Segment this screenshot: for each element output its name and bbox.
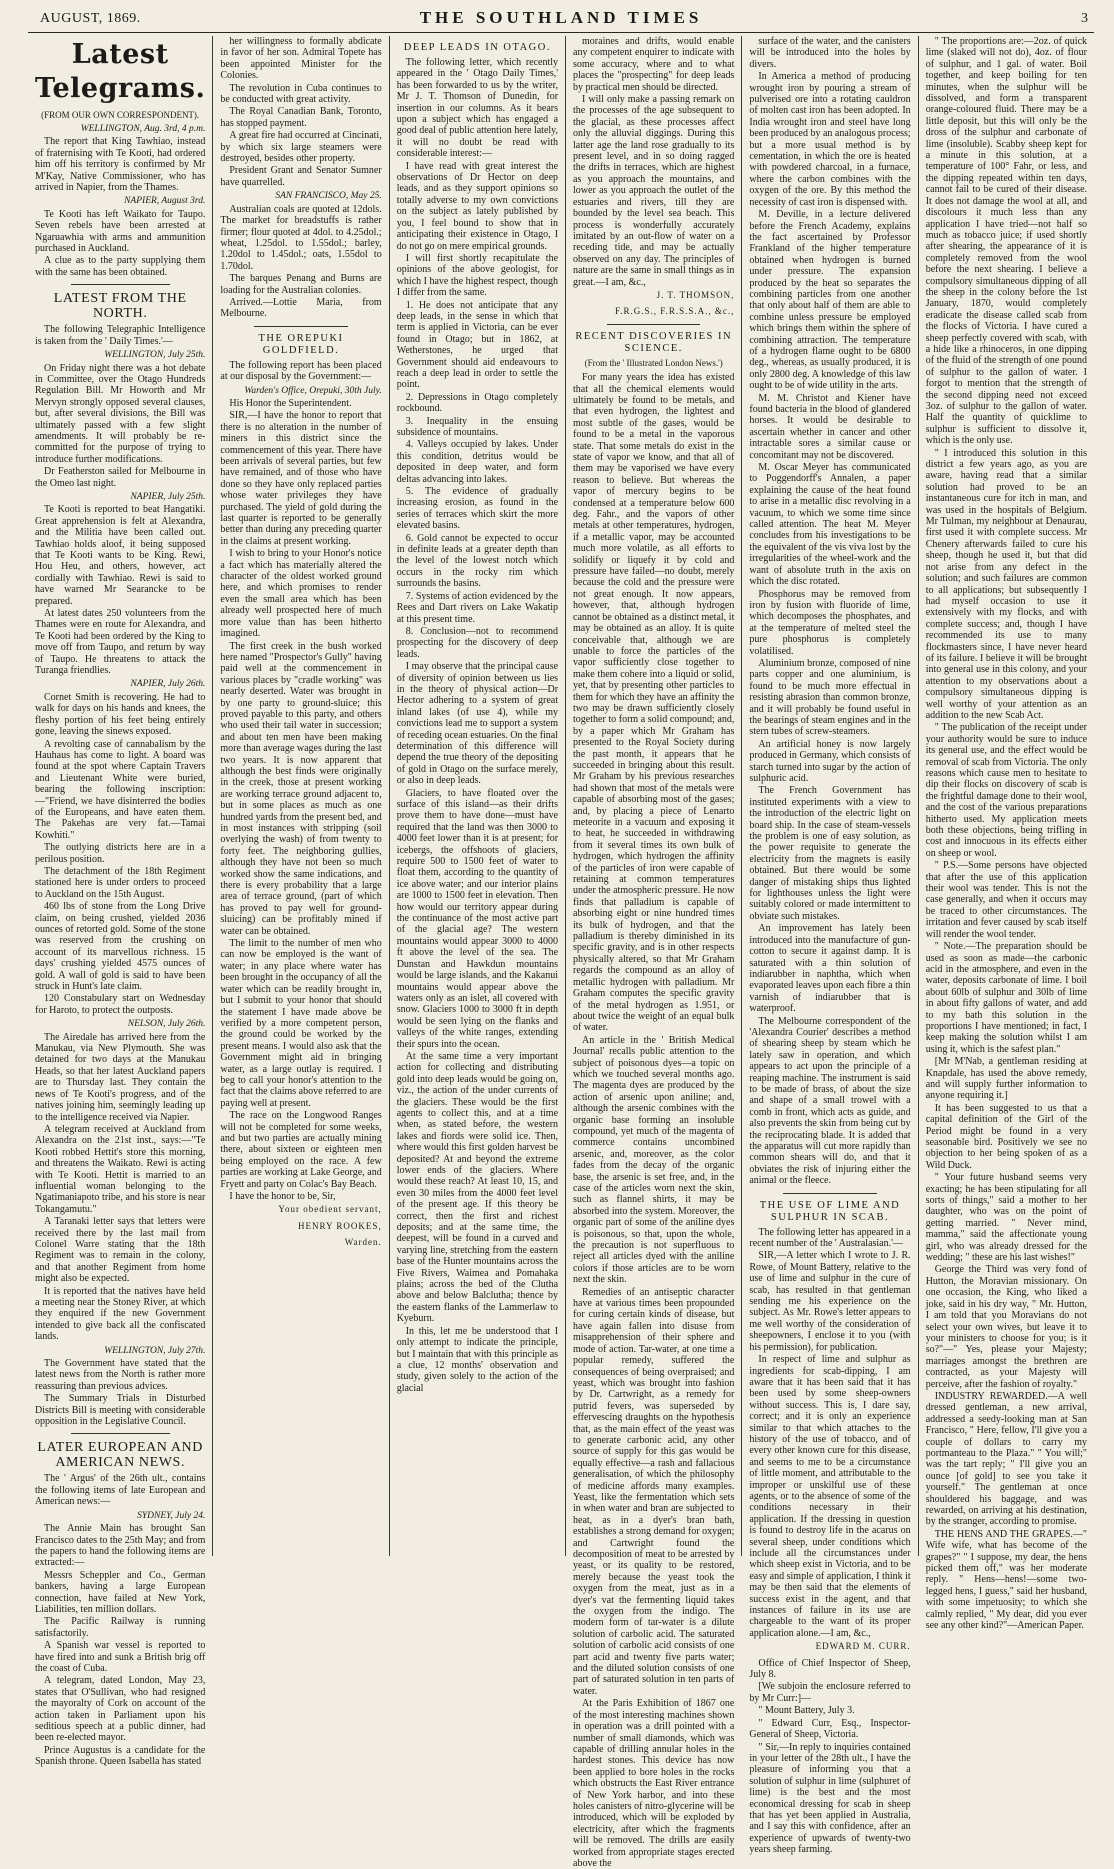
dateline: NELSON, July 26th.: [127, 1019, 206, 1030]
column-1: [28, 36, 213, 1768]
paragraph: I will only make a passing remark on the processes of the age subsequent to the glacial, as these processes affect only the alluvial diggings. During this latter age the land rose gradually to its present level, and in so doing ragged the drifts in terraces, which are highest as you approach the mountains, and lower as you approach the outlet of the estuaries and rivers, till they are bounded by the level sea beach. This process is wonderfully accurately imitated by an out-flow of water on a receding tide, and may be actually observed on any day. The principles of nature are the same in small things as in great.—I am, &c.,: [573, 94, 735, 288]
paragraph: 1. He does not anticipate that any deep leads, in the sense in which that term is applied in Victoria, can be ever found in Otago; but in 1862, at Wetherstones, he urged that Government should aid endeavours to reach a deep lead in order to settle the point.: [396, 299, 559, 391]
paragraph: The detachment of the 18th Regiment stationed here is under orders to proceed to Auckland on the 15th August.: [35, 865, 206, 900]
salutation: His Honor the Superintendent.: [229, 397, 352, 409]
dateline: SAN FRANCISCO, May 25.: [275, 191, 382, 202]
paragraph: Messrs Scheppler and Co., German bankers, having a large European connection, have failed at New York, Liabilities, ten million dollars.: [35, 1569, 206, 1615]
paragraph: The following letter has appeared in a recent number of the ' Australasian.'—: [749, 1226, 911, 1250]
paragraph: The French Government has instituted experiments with a view to the introduction of the electric light on board ship. In the case of steam-vessels the problem is one of easy solution, as the power requisite to generate the electricity from the magnets is easily obtained. But there would be some danger of mistaking ships thus lighted for lighthouses unless the light were suitably colored or made intermittent to obviate such mistakes.: [749, 785, 911, 922]
paragraph: At the Paris Exhibition of 1867 one of the most interesting machines shown in operation was a drill pointed with a number of small diamonds, which was capable of drilling annular holes in the hardest stones. This device has now been applied to bore holes in the rocks which obstructs the East River entrance of New York harbor, and into these holes canisters of nitro-glycerine will be introduced, which will be exploded by electricity, after which the fragments will be removed. The drills are easily worked from appropriate stages erected above the: [573, 1698, 735, 1869]
office-line: Office of Chief Inspector of Sheep, July 8.: [749, 1657, 911, 1681]
paragraph: The Summary Trials in Disturbed Districts Bill is meeting with considerable opposition in the Legislative Council.: [35, 1393, 206, 1428]
section-heading-deep-leads: DEEP LEADS IN OTAGO.: [403, 42, 551, 53]
paragraph: 460 lbs of stone from the Long Drive claim, on being crushed, yielded 2036 ounces of retorted gold. Some of the stone was reserved from the crushing on account of its marvellous richness. 15 days' crushing yielded 4575 ounces of gold. A wall of gold is said to have been struck in Hunt's late claim.: [35, 901, 206, 993]
paragraph: The first creek in the bush worked here named "Prospector's Gully" having paid well at the commencement in various places by "cradle working" was nearly deserted. Water was brought in by one party to ground-sluice; this proved payable to this party, and others who used their tail water in succession; and about ten men have been making more than average wages during the last two years. It is now apparent that although the best finds were originally in the creek, those at present working are working terrace ground adjacent to, but in some places as much as one hundred yards from the present bed, and in most instances with stripping (soil overlying the wash) of from twenty to forty feet. The neighboring gullies, although they have not been so much worked show the same indications, and there is every probability that a large area of terrace ground, (part of which has proved to pay well for ground-sluicing) can be profitably mined if water can be obtained.: [220, 640, 382, 937]
paragraph: surface of the water, and the canisters will be introduced into the holes by divers.: [749, 36, 911, 70]
paragraph: " Mount Battery, July 3.: [758, 1705, 855, 1717]
signature: J. T. THOMSON,: [656, 289, 735, 300]
dateline: NAPIER, July 26th.: [130, 679, 206, 690]
paragraph: SIR,—A letter which I wrote to J. R. Rowe, of Mount Battery, relative to the use of lime and sulphur in the cure of scab, has resulted in that gentleman sending me his experience on the subject. As Mr. Rowe's letter appears to me well worthy of the consideration of sheepowners, I enclose it to you (with his permission), for publication.: [749, 1250, 911, 1353]
signature: HENRY ROOKES,: [298, 1220, 382, 1231]
section-heading-european-news: LATER EUROPEAN AND AMERICAN NEWS.: [37, 1440, 203, 1471]
column-2: [213, 36, 389, 1556]
paragraph: I will first shortly recapitulate the opinions of the above geologist, for which I have the highest respect, though I differ from the same.: [396, 252, 559, 299]
paragraph: It has been suggested to us that a capital definition of the Girl of the Period might be found in a very seasonable bird. Positively we see no objection to her being spoken of as a Wild Duck.: [925, 1102, 1088, 1171]
section-divider: [71, 284, 170, 285]
paragraph: The race on the Longwood Ranges will not be completed for some weeks, and but two parties are actually mining there, about sixteen or eighteen men being employed on the race. A few parties are working at Lake George, and Fryett and party on Colac's Bay Beach.: [220, 1110, 382, 1190]
paragraph: President Grant and Senator Sumner have quarrelled.: [220, 165, 382, 188]
paragraph: moraines and drifts, would enable any competent enquirer to indicate with some accuracy, where and to what places the "prospecting" for deep leads by practical men should be directed.: [573, 36, 735, 93]
paragraph: A telegram, dated London, May 23, states that O'Sullivan, who had resigned the mayoralty of Cork on account of the action taken in Parliament upon his seditious speech at a public dinner, had been re-elected mayor.: [35, 1675, 206, 1744]
paragraph: M. M. Christot and Kiener have found bacteria in the blood of glandered horses. It would be desirable to ascertain whether in cancer and other intractable sores a similar cause or concomitant may not be discovered.: [749, 392, 911, 461]
paragraph: George the Third was very fond of Hutton, the Moravian missionary. On one occasion, the King, who liked a joke, said in his dry way, " Mr. Hutton, I am told that you Moravians do not select your own wives, but leave it to your ministers to choose for you; is it so?"—" Yes, please your Majesty; marriages amongst the brethren are contracted, as your Majesty will perceive, after the fashion of royalty.": [925, 1264, 1088, 1390]
paragraph: A Taranaki letter says that letters were received there by the last mail from Colonel Warre stating that the 18th Regiment was to remain in the colony, and that another Regiment from home might also be expected.: [35, 1216, 206, 1285]
paragraph: " Note.—The preparation should be used as soon as made—the carbonic acid in the atmosphere, and even in the water, deposits carbonate of lime. I boil about 60lb of sulphur and 30lb of lime in about fifty gallons of water, and add to my bath this solution in the proportions I have mentioned; in fact, I keep making the solution whilst I am using it, which is the safest plan.": [925, 941, 1088, 1055]
paragraph: On Friday night there was a hot debate in Committee, over the Otago Hundreds Regulation Bill. Mr Howorth and Mr Mervyn strongly opposed several clauses, but, after several divisions, the Bill was ultimately passed with a few slight amendments. It will probably be re-committed for the purpose of trying to introduce further modifications.: [35, 362, 206, 465]
section-heading-latest-telegrams: Latest Telegrams.: [35, 39, 206, 104]
paragraph: A telegram received at Auckland from Alexandra on the 21st inst., says:—"Te Kooti robbed Hettit's store this morning, and threatens the Waikato. Rewi is acting with Te Kooti. Hettit is married to an influential woman belonging to the Ngatimaniapoto tribe, and his store is near Tokangamutu.": [35, 1123, 206, 1215]
paragraph: 5. The evidence of gradually increasing erosion, as found in the series of terraces which skirt the more elevated basins.: [396, 486, 559, 532]
paragraph: Dr Featherston sailed for Melbourne in the Omeo last night.: [35, 466, 206, 489]
paragraph: The ' Argus' of the 26th ult., contains the following items of late European and American news:—: [35, 1473, 206, 1508]
paragraph: In respect of lime and sulphur as ingredients for scab-dipping, I am aware that it has been said that it has been used by some sheep-owners without success. This is, I dare say, correct; and it is only an experience similar to that which attaches to the history of the use of tobacco, and of every other known cure for this disease, and seems to me to be a circumstance of little moment, and attributable to the improper or unskilful use of these agents, or to the absence of some of the conditions necessary in their application. If the dressing in question is found to destroy life in the acarus on several sheep, under conditions which include all the circumstances under which sheep exist in Victoria, and to be easy and simple of application, I think it may be then said that the elements of success exist in the agent, and that instances of failure in its use are chargeable to the want of its proper application alone.—I am, &c.,: [749, 1354, 911, 1639]
paragraph: 120 Constabulary start on Wednesday for Haroto, to protect the outposts.: [35, 993, 206, 1016]
paragraph: 4. Valleys occupied by lakes. Under this condition, detritus would be deposited in deep water, and form deltas advancing into lakes.: [396, 439, 559, 485]
paragraph: Cornet Smith is recovering. He had to walk for days on his hands and knees, the fleshy portion of his feet being entirely gone, leaving the sinews exposed.: [35, 691, 206, 738]
section-heading-orepuki: THE OREPUKI GOLDFIELD.: [258, 332, 344, 356]
section-heading-science: RECENT DISCOVERIES IN SCIENCE.: [575, 330, 733, 354]
page-number: 3: [1081, 11, 1088, 26]
paragraph: An article in the ' British Medical Journal' recalls public attention to the subject of poisonous dyes—a topic on which we touched several months ago. The magenta dyes are produced by the action of arsenic upon aniline; and, although the arsenic combines with the organic base forming an insoluble compound, yet much of the magenta of commerce contains uncombined arsenic, and, moreover, as the color fades from the decay of the organic base, the arsenic is set free, and, in the case of the articles worn next the skin, such as flannel shirts, it may be absorbed into the system. Moreover, the organic part of some of the aniline dyes is poisonous, so that, upon the whole, the precaution is not superfluous to reject all articles dyed with the aniline colors if those articles are to be worn next the skin.: [573, 1034, 735, 1286]
paragraph: The barques Penang and Burns are loading for the Australian colonies.: [220, 273, 382, 296]
columns: [28, 36, 1094, 1869]
paragraph: " The publication of the receipt under your authority would be sure to induce its general use, and the effect would be removal of scab from Victoria. The only reasons which cause men to hesitate to dip their flocks on discovery of scab is the frightful damage done to their wool, and the cost of the various preparations hitherto used. My application meets both these objections, being trifling in cost and innocuous in its effects either on sheep or wool.: [925, 722, 1088, 859]
paragraph: The Government have stated that the latest news from the North is rather more reassuring than previous advices.: [35, 1358, 206, 1392]
paragraph: The Royal Canadian Bank, Toronto, has stopped payment.: [220, 106, 382, 129]
paragraph: " The proportions are:—2oz. of quick lime (slaked will not do), 4oz. of flour of sulphur, and 1 gal. of water. Boil together, and keep boiling for ten minutes, when the sulphur will be dissolved, and form a transparent orange-coloured fluid. There may be a little deposit, but this will only be the dross of the sulphur and carbonate of lime (insoluble). Scabby sheep kept for a minute in this solution, at a temperature of 100° Fahr, or less, and the dipping repeated within ten days, cannot fail to be cured of their disease. It does not damage the wool at all, and discolours it much less than any application I have tried—not half so much as tobacco juice; if used shortly after shearing, the appearance of it is completely removed from the wool before the next shearing. I believe a compulsory simultaneous dipping of all the sheep in the colony before the 1st January, 1870, would completely eradicate the disease called scab from the flocks of Victoria. I have cured a sheep perfectly covered with scab, with a hide like a rhinoceros, in one dipping of the fluid of the strength of one pound of sulphur to the gallon of water. I forgot to mention that the strength of the second dipping need not exceed 3oz. of sulphur to the gallon of water. Half the quantity of quicklime to sulphur is sufficient to dissolve it, which is the only use.: [925, 36, 1088, 447]
paragraph: A revolting case of cannabalism by the Hauhaus has come to light. A board was found at the spot where Captain Travers and Lieutenant White were buried, bearing the following inscription:—"Friend, we have disinterred the bodies of the Europeans, and have eaten them. The Pakehas are very fat.—Tamai Kowhiti.": [35, 738, 206, 841]
paragraph: Aluminium bronze, composed of nine parts copper and one aluminium, is found to be much more effectual in resisting abrasion than common bronze, and it will probably be found useful in the bearings of steam engines and in the stern tubes of screw-steamers.: [749, 657, 911, 738]
dateline: Warden's Office, Orepuki, 30th July.: [244, 385, 382, 396]
paragraph: [Mr M'Nab, a gentleman residing at Knapdale, has used the above remedy, and will supply further information to anyone requiring it.]: [925, 1056, 1088, 1102]
issue-date: AUGUST, 1869.: [40, 11, 141, 26]
paragraph: A Spanish war vessel is reported to have fired into and sunk a British brig off the coast of Cuba.: [35, 1640, 206, 1674]
section-heading-lime-sulphur: THE USE OF LIME AND SULPHUR IN SCAB.: [759, 1199, 901, 1223]
paragraph: In this, let me be understood that I only attempt to indicate the principle, but I maintain that with this principle as a clue, 12 months' observation and study, given solely to the action of the glacial: [396, 1325, 559, 1394]
paragraph: The Annie Main has brought San Francisco dates to the 25th May; and from the papers to hand the following items are extracted:—: [35, 1523, 206, 1569]
paragraph: The following letter, which recently appeared in the ' Otago Daily Times,' has been forwarded to us by the writer, Mr J. T. Thomson of Dunedin, for insertion in our columns. As it bears upon a subject which has engaged a good deal of public attention here lately, it will no doubt be read with considerable interest:—: [396, 57, 559, 160]
paragraph: Phosphorus may be removed from iron by fusion with fluoride of lime, which decomposes the phosphates, and at the temperature of melted steel the pure phosphorus is completely volatilised.: [749, 588, 911, 657]
column-4: [566, 36, 742, 1869]
section-heading-latest-from-north: LATEST FROM THE NORTH.: [53, 291, 187, 322]
paragraph: " P.S.—Some persons have objected that after the use of this application their wool was tender. This is not the case generally, and when it occurs may be traced to other circumstances. The irritation and fever caused by scab itself will render the wool tender.: [925, 860, 1088, 940]
paragraph: INDUSTRY REWARDED.—A well dressed gentleman, a new arrival, addressed a seedy-looking man at San Francisco, " Here, fellow, I'll give you a couple of dollars to carry my portmanteau to the Plaza." " You will;" was the tart reply; " I'll give you an ounce [of gold] to see you take it yourself." The gentleman at once shouldered his baggage, and was rewarded, on arriving at his destination, by the stranger, according to promise.: [925, 1390, 1088, 1528]
paragraph: Remedies of an antiseptic character have at various times been propounded for curing certain kinds of disease, but have again fallen into disuse from misapprehension of their sphere and mode of action. Tar-water, at one time a popular remedy, suffered the consequences of being overpraised; and yeast, which was brought into fashion by Dr. Cartwright, as a remedy for putrid fevers, was superseded by effervescing draughts on the hypothesis that, as the main effect of the yeast was to generate carbonic acid, any other source of supply for this gas would be equally effective—a rash and fallacious generalisation, of which the philosophy of medicine affords many examples. Yeast, like the fermentation which sets in when water and bran are subjected to heat, as in a dyer's bran bath, establishes a strong demand for oxygen; and Cartwright found the decomposition of meat to be arrested by yeast, or its quality to be restored, merely because the yeast took the oxygen from the meat, just as in a dyer's vat the fermenting liquid takes the oxygen from the indigo. The modern form of tar-water is a dilute solution of carbolic acid. The saturated solution of carbolic acid consists of one part acid and twenty five parts water; and the diluted solution consists of one part of saturated solution in ten parts of water.: [573, 1286, 735, 1697]
paragraph: An artificial honey is now largely produced in Germany, which consists of starch turned into sugar by the action of sulphuric acid.: [749, 738, 911, 784]
paragraph: A clue as to the party supplying them with the same has been obtained.: [35, 255, 206, 278]
paragraph: 2. Depressions in Otago completely rockbound.: [396, 391, 559, 415]
paragraph: 8. Conclusion—not to recommend prospecting for the discovery of deep leads.: [396, 625, 559, 660]
paragraph: For many years the idea has existed that all the chemical elements would ultimately be found to be metals, and that even hydrogen, the lightest and most subtle of the gases, would be found to be a metal in the vaporous state. That some metals do exist in the state of vapor we know, and that all of them may be vaporised we have every reason to believe. But whereas the vapor of mercury begins to be condensed at a temperature below 600 deg. Fahr., and the vapors of other metals at other temperatures, hydrogen, if a metallic vapor, may be accounted much more volatile, as all efforts to solidify or liquefy it by cold and pressure have failed—no doubt, merely because the cold and the pressure were not great enough. It now appears, however, that, although hydrogen cannot be obtained as a distinct metal, it may be obtained as an alloy. It is quite conceivable that, although we are unable to force the particles of the vapor sufficiently close together to make them cohere into a liquid or solid, yet, that by presenting other particles to them for which they have an affinity the two may be drawn sufficiently closely together to form a solid compound; and, by a paper which Mr Graham has presented to the Royal Society during the past month, it appears that he succeeded in bringing about this result. Mr Graham by his previous researches had shown that most of the metals were capable of absorbing most of the gases; and, by placing a piece of Lenarto meteorite in a vacuum and exposing it to heat, he succeeded in withdrawing from it several times its own bulk of hydrogen, which hydrogen the affinity of the particles of iron were capable of retaining at common temperatures under the atmospheric pressure. He now finds that palladium is capable of absorbing eight or nine hundred times its bulk of hydrogen, and that the palladium is thereby diminished in its specific gravity, and is in other respects physically altered, so that Mr Graham regards the compound as an alloy of metallic hydrogen with palladium. Mr Graham computes the specific gravity of the metal hydrogen as 1.951, or about twice the weight of an equal bulk of water.: [573, 372, 735, 1034]
paragraph: Te Kooti is reported to beat Hangatiki. Great apprehension is felt at Alexandra, and the Militia have been called out. Tawhiao holds aloof, it being supposed that Te Kooti wants to be King. Rewi, Hou Heu, and others, however, act cordially with Tawhiao. Rewi is said to have warned Mr Searancke to be prepared.: [35, 504, 206, 607]
column-6: [919, 36, 1094, 1632]
paragraph: 7. Systems of action evidenced by the Rees and Dart rivers on Lake Wakatip at this present time.: [396, 590, 559, 625]
masthead: [28, 8, 1094, 33]
paragraph: The limit to the number of men who can now be employed is the want of water; in any place where water has been brought in the occupancy of all the water which can be readily brought in, but I submit to your honor that should the statement I have made above be verified by a more competent person, the ground could be worked by the present means. I would also ask that the Government might aid in bringing water, as a large outlay is required. I beg to call your honor's attention to the fact that the claims above referred to are paying well at present.: [220, 938, 382, 1109]
paragraph: A great fire had occurred at Cincinati, by which six large steamers were destroyed, besides other property.: [220, 130, 382, 165]
column-5: [742, 36, 918, 1856]
paragraph: Glaciers, to have floated over the surface of this island—as their drifts prove them to have done—must have required that the land was then 3000 to 4000 feet lower than it is at present; for icebergs, the offshoots of glaciers, require 500 to 1500 feet of water to float them, according to the quantity of ice above water; and our interior plains are 1000 to 1500 feet in elevation. Then how would our territory appear during the continuance of the most active part of the glacial age? The western mountains would appear 3000 to 4000 ft above the level of the sea. The Dunstan and Hawkdun mountains would be large islands, and the Kakanui mountains would appear above the waters only as an islet, all covered with snow. Glaciers 1000 to 3000 ft in depth would be seen lying on the flanks and valleys of the white ranges, extending their spurs into the ocean.: [396, 787, 559, 1050]
paragraph: I have read with great interest the observations of Dr Hector on deep leads, and as they support opinions so totally adverse to my own convictions on the subject as lately published by you, I feel bound to show that in anticipating their existence in Otago, I do not go on mere empirical grounds.: [396, 160, 559, 252]
credentials: F.R.G.S., F.R.S.S.A., &c.,: [615, 306, 735, 317]
paragraph: I wish to bring to your Honor's notice a fact which has materially altered the character of the oldest worked ground here, and which promises to render even the small area which has been already well prospected here of much more value than has been hitherto imagined.: [220, 548, 382, 640]
section-divider: [254, 326, 348, 327]
paragraph: 3. Inequality in the ensuing subsidence of mountains.: [396, 415, 559, 438]
paragraph: It is reported that the natives have held a meeting near the Stoney River, at which they enquired if the new Government intended to give back all the confiscated lands.: [35, 1285, 206, 1343]
dateline: SYDNEY, July 24.: [137, 1510, 206, 1521]
paragraph: The following report has been placed at our disposal by the Government:—: [220, 359, 382, 383]
paragraph: I have the honor to be, Sir,: [229, 1191, 336, 1202]
paragraph: Te Kooti has left Waikato for Taupo. Seven rebels have been arrested at Ngaruawhia with arms and ammunition purchased in Auckland.: [35, 208, 206, 255]
column-3: [390, 36, 566, 1556]
dateline: NAPIER, July 25th.: [130, 491, 206, 502]
paragraph: I may observe that the principal cause of diversity of opinion between us lies in the theory of physical action—Dr Hector adhering to a system of great inland lakes (of use 4), while my convictions lead me to support a system of receding ocean estuaries. On the final determination of this difference will depend the true theory of the depositing of gold in Otago on the surface merely, or also in deep leads.: [396, 661, 559, 787]
paragraph: her willingness to formally abdicate in favor of her son. Admiral Topete has been appointed Minister for the Colonies.: [220, 36, 382, 82]
paragraph: Arrived.—Lottie Maria, from Melbourne.: [220, 296, 382, 320]
paragraph: The report that King Tawhiao, instead of fraternising with Te Kooti, had ordered him off his territory is confirmed by Mr M'Kay, Native Commissioner, who has arrived in Napier, from the Thames.: [35, 136, 206, 194]
paragraph: An improvement has lately been introduced into the manufacture of gun-cotton to secure it against damp. It is saturated with a thin solution of indiarubber in naphtha, which when evaporated leaves upon each fibre a thin varnish of indiarubber that is waterproof.: [749, 923, 911, 1015]
newspaper-title: THE SOUTHLAND TIMES: [419, 8, 703, 27]
signature-title: Warden.: [344, 1237, 382, 1248]
paragraph: The following Telegraphic Intelligence is taken from the ' Daily Times.'—: [35, 324, 206, 347]
paragraph: At latest dates 250 volunteers from the Thames were en route for Alexandra, and Te Kooti had been ordered by the King to move off from Taupo, and return by way of Taupo. He threatens to attack the Turanga friendlies.: [35, 608, 206, 677]
signature: EDWARD M. CURR.: [815, 1641, 911, 1652]
section-divider: [71, 1433, 170, 1434]
paragraph: " Your future husband seems very exacting; he has been stipulating for all sorts of things," said a mother to her daughter, who was on the point of getting married. " Never mind, mamma," said the affectionate young girl, who was already dressed for the wedding; " these are his last wishes!": [925, 1172, 1088, 1264]
paragraph: " I introduced this solution in this district a few years ago, as you are aware, having read that a similar solution had proved to be an instantaneous cure for itch in man, and was used in the hospitals of Belgium. Mr Tulman, my neighbour at Denaurau, first used it with complete success. Mr Chenery afterwards failed to cure his sheep, though he used it, but that did not arise from any defect in the solution; and such failures are common to all applications; but subsequently I had myself occasion to use it extensively with my flocks, and with complete success; and, though I have recommended its use to many flockmasters since, I have never heard of its failure. I believe it will be brought into general use in this colony, and your attention to my observations about a compulsory simultaneous dipping is well worthy of your attention as an addition to the new Scab Act.: [925, 447, 1088, 721]
paragraph: " Edward Curr, Esq., Inspector-General of Sheep, Victoria.: [749, 1717, 911, 1741]
paragraph: The revolution in Cuba continues to be conducted with great activity.: [220, 82, 382, 106]
paragraph: 6. Gold cannot be expected to occur in definite leads at a greater depth than the level of the lowest notch which occurs in the rocky rim which surrounds the basins.: [396, 532, 559, 590]
paragraph: In America a method of producing wrought iron by pouring a stream of pulverised ore into a rotating cauldron of molten cast iron has been adopted. In India wrought iron and steel have long been produced by an analogous process; but a more usual method is by cementation, in which the ore is heated with powdered charcoal, in a furnace, where the carbon combines with the oxygen of the ore. By this method the necessity of cast iron is dispensed with.: [749, 71, 911, 208]
dateline: NAPIER, August 3rd.: [124, 196, 206, 207]
dateline: WELLINGTON, July 25th.: [104, 350, 206, 361]
paragraph: SIR,—I have the honor to report that there is no alteration in the number of miners in this district since the commencement of this year. There have been arrivals of several parties, but few have remained, and of those who have done so they have only replaced parties whose water privileges they have purchased. The yield of gold during the last quarter is reported to be generally better than during any preceding quarter in the claims at present working.: [220, 410, 382, 547]
paragraph: THE HENS AND THE GRAPES.—" Wife wife, what has become of the grapes?" " I suppose, my dear, the hens picked them off," was her moderate reply. " Hens—hens!—some two-legged hens, I guess," said her husband, with some impetuosity; to which she calmly replied, " My dear, did you ever see any other kind?"—American Paper.: [925, 1528, 1088, 1632]
dateline: WELLINGTON, Aug. 3rd, 4 p.m.: [80, 124, 206, 134]
paragraph: M. Deville, in a lecture delivered before the French Academy, explains the fact ascertained by Professor Frankland of the higher temperature obtained when hydrogen is burned under pressure. The expansion produced by the heat so separates the combining particles from one another that only about half of them are able to combine unless pressure be employed which brings them within the sphere of combining attraction. The temperature of a hydrogen flame ought to be 6800 deg., whereas, as usually produced, it is only 2800 deg. A knowledge of this law ought to be of wide utility in the arts.: [749, 209, 911, 392]
closing: Your obedient servant,: [278, 1204, 382, 1215]
paragraph: [We subjoin the enclosure referred to by Mr Curr:]—: [749, 1681, 911, 1704]
paragraph: " Sir,—In reply to inquiries contained in your letter of the 28th ult., I have the pleasure of informing you that a solution of sulphur in lime (sulphuret of lime) is the best and the most economical dressing for scab in sheep that has yet been applied in Australia, and I say this with confidence, after an experience of upwards of twenty-two years sheep farming.: [749, 1741, 911, 1856]
dateline: WELLINGTON, July 27th.: [104, 1345, 206, 1356]
section-divider: [607, 324, 701, 325]
byline: (FROM OUR OWN CORRESPONDENT).: [41, 110, 200, 120]
section-divider: [783, 1193, 877, 1194]
paragraph: M. Oscar Meyer has communicated to Poggendorff's Annalen, a paper explaining the cause of the heat found to arise in a metallic disc revolving in a vacuum, to which we some time since called attention. The heat M. Meyer concludes from his investigations to be the equivalent of the vis viva lost by the irregularities of the wheel-work and the want of absolute truth in the axis on which the disc rotated.: [749, 462, 911, 588]
paragraph: At the same time a very important action for collecting and distributing gold into deep leads would be going on, viz., the action of the under currents of the glaciers. These would be the first agents to collect this, and at a time when, as stated before, the western lakes and fiords were solid ice. Then, where would this first golden harvest be deposited? At and beyond the extreme lower ends of the glaciers. Where would these reach? At least 10, 15, and even 30 miles from the 4000 feet level of the present age. If this theory be correct, then the first and richest deposits; and at the same time, the deepest, will be found in a curved and varying line, stretching from the eastern base of the Hunter mountains across the Five Rivers, Waimea and Pomahaka plains; across the bed of the Clutha above and below Balclutha; thence by the eastern flanks of the Lammerlaw to Kyeburn.: [396, 1050, 559, 1325]
source-note: (From the ' Illustrated London News.'): [584, 357, 723, 368]
paragraph: Australian coals are quoted at 12dols. The market for breadstuffs is rather firmer; flour quoted at 4dol. to 4.25dol.; wheat, 1.25dol. to 1.55dol.; barley, 1.20dol to 1.45dol.; oats, 1.55dol to 1.70dol.: [220, 203, 382, 272]
paragraph: Prince Augustus is a candidate for the Spanish throne. Queen Isabella has stated: [35, 1744, 206, 1768]
paragraph: The Melbourne correspondent of the 'Alexandra Courier' describes a method of shearing sheep by steam which he lately saw in operation, and which appears to act upon the principle of a reaping machine. The instrument is said to be made of brass, of about the size and shape of a small trowel with a comb in front, which acts as guide, and also prevents the skin from being cut by the reciprocating blade. It is added that the apparatus will cut more rapidly than common shears will do, and that it obviates the risk of injuring either the animal or the fleece.: [749, 1015, 911, 1187]
paragraph: The Airedale has arrived here from the Manukau, via New Plymouth. She was detained for two days at the Manukau Heads, so that her latest Auckland papers are to Thursday last. They contain the news of Te Kooti's progress, and of the natives joining him, seemingly leading up to the intelligence received via Napier.: [35, 1031, 206, 1123]
paragraph: The Pacific Railway is running satisfactorily.: [35, 1616, 206, 1639]
paragraph: The outlying districts here are in a perilous position.: [35, 842, 206, 865]
